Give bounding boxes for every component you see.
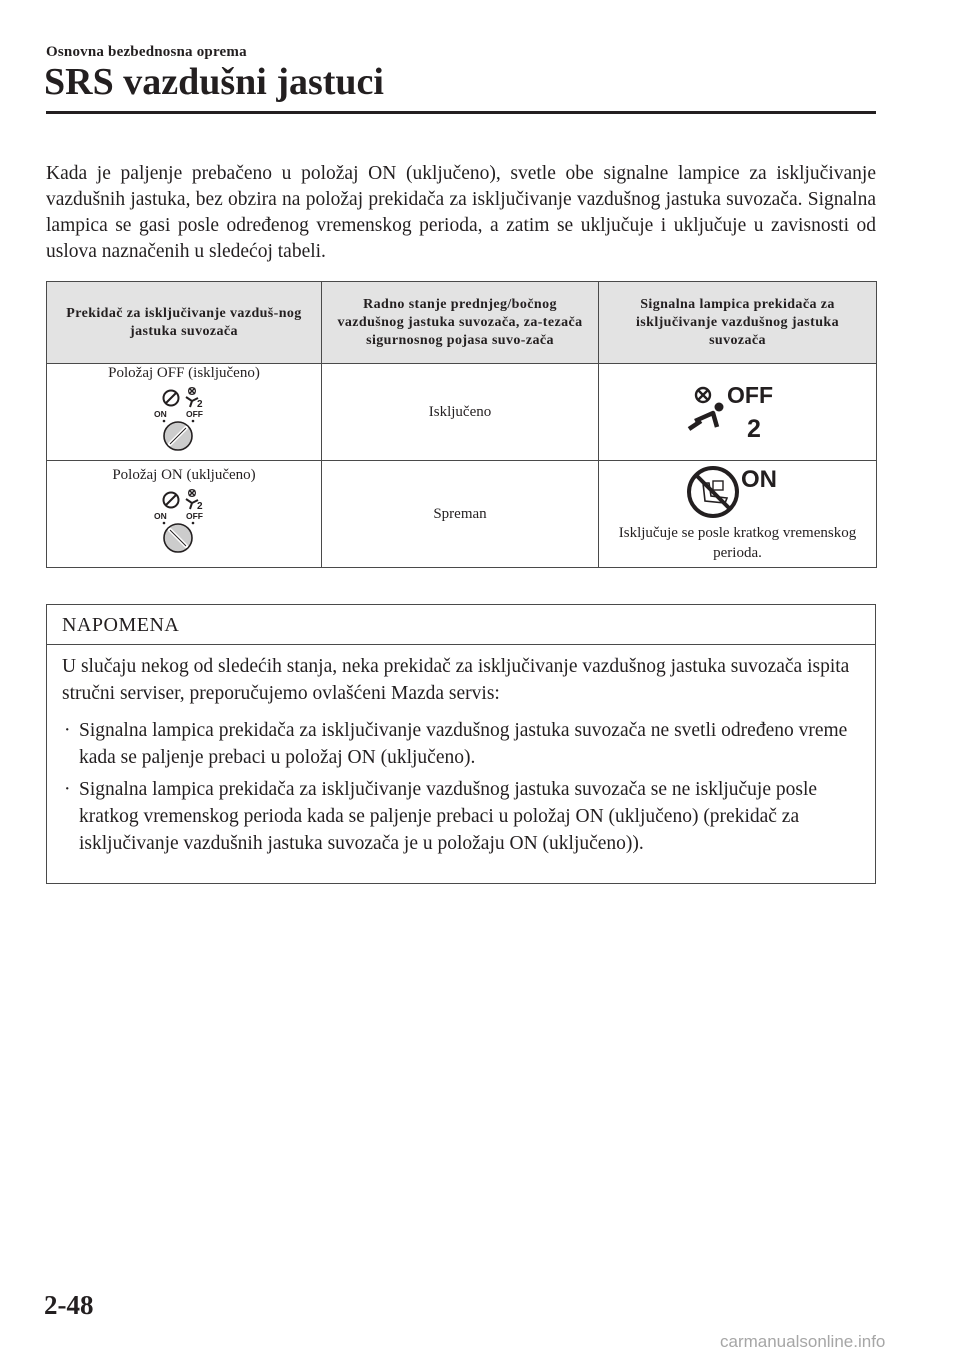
section-label: Osnovna bezbednosna oprema [46, 44, 247, 60]
lamp-cell [599, 364, 877, 461]
state-cell [322, 461, 599, 568]
list-item-text: Signalna lampica prekidača za isključivanje vazdušnog jastuka suvozača se ne isključuje posle kratkog vremenskog perioda kada se paljenje prebaci u položaj ON (uključeno) (prekidač za isključivanje vazdušnih jastuka suvozača je u položaju ON (uključeno)). [79, 779, 818, 854]
airbag-switch-on-position-icon [134, 487, 234, 555]
airbag-status-table [46, 281, 877, 568]
note-body [62, 653, 862, 862]
switch-cell [47, 364, 322, 461]
knob-off-label: OFF [186, 510, 203, 521]
note-intro: U slučaju nekog od sledećih stanja, neka prekidač za isključivanje vazdušnog jastuka suvozača ispita stručni serviser, preporučujemo ovlašćeni Mazda servis: [62, 656, 850, 704]
knob-off-label: OFF [186, 408, 203, 419]
state-text: Isključeno [428, 403, 492, 420]
note-heading: NAPOMENA [47, 605, 875, 645]
list-item-text: Signalna lampica prekidača za isključivanje vazdušnog jastuka suvozača ne svetli određeno vreme kada se paljenje prebaci u položaj ON (uključeno). [79, 720, 848, 768]
column-header-switch: Prekidač za isključivanje vazduš-nog jastuka suvozača [47, 282, 322, 364]
table-row [47, 364, 877, 461]
switch-cell [47, 461, 322, 568]
lamp-note: Isključuje se posle kratkog vremenskog perioda. [618, 525, 857, 561]
column-header-state: Radno stanje prednjeg/bočnog vazdušnog jastuka suvozača, za-tezača sigurnosnog pojasa suvo-zača [322, 282, 599, 364]
page-title: SRS vazdušni jastuci [44, 61, 384, 103]
bullet: · [64, 779, 71, 800]
passenger-airbag-on-indicator-icon [683, 465, 793, 519]
lamp-badge: 2 [746, 415, 761, 443]
passenger-airbag-off-indicator-icon [683, 381, 793, 443]
knob-on-label: ON [154, 408, 167, 419]
table-header-row [47, 282, 877, 364]
list-item [62, 776, 862, 857]
airbag-switch-off-position-icon [134, 385, 234, 453]
knob-on-label: ON [154, 510, 167, 521]
bullet: · [64, 720, 71, 741]
state-cell [322, 364, 599, 461]
note-list [62, 717, 862, 857]
lamp-on-label: ON [740, 466, 777, 493]
intro-paragraph: Kada je paljenje prebačeno u položaj ON (uključeno), svetle obe signalne lampice za isključivanje vazdušnih jastuka, bez obzira na položaj prekidača za isključivanje vazdušnog jastuka suvozača. Signalna lampica se gasi posle određenog vremenskog perioda, a zatim se uključuje i uključuje u zavisnosti od uslova naznačenih u sledećoj tabeli. [46, 163, 876, 262]
lamp-off-label: OFF [726, 382, 773, 408]
knob-badge: 2 [197, 398, 203, 410]
state-text: Spreman [433, 505, 487, 522]
list-item [62, 717, 862, 771]
page-number: 2-48 [44, 1290, 94, 1320]
switch-position-label: Položaj ON (uključeno) [112, 466, 256, 483]
table-row [47, 461, 877, 568]
knob-badge: 2 [197, 500, 203, 512]
watermark: carmanualsonline.info [720, 1332, 886, 1351]
lamp-cell [599, 461, 877, 568]
title-rule [46, 111, 876, 114]
note-box [46, 604, 876, 884]
column-header-lamp: Signalna lampica prekidača za isključivanje vazdušnog jastuka suvozača [599, 282, 877, 364]
switch-position-label: Položaj OFF (isključeno) [108, 364, 260, 381]
